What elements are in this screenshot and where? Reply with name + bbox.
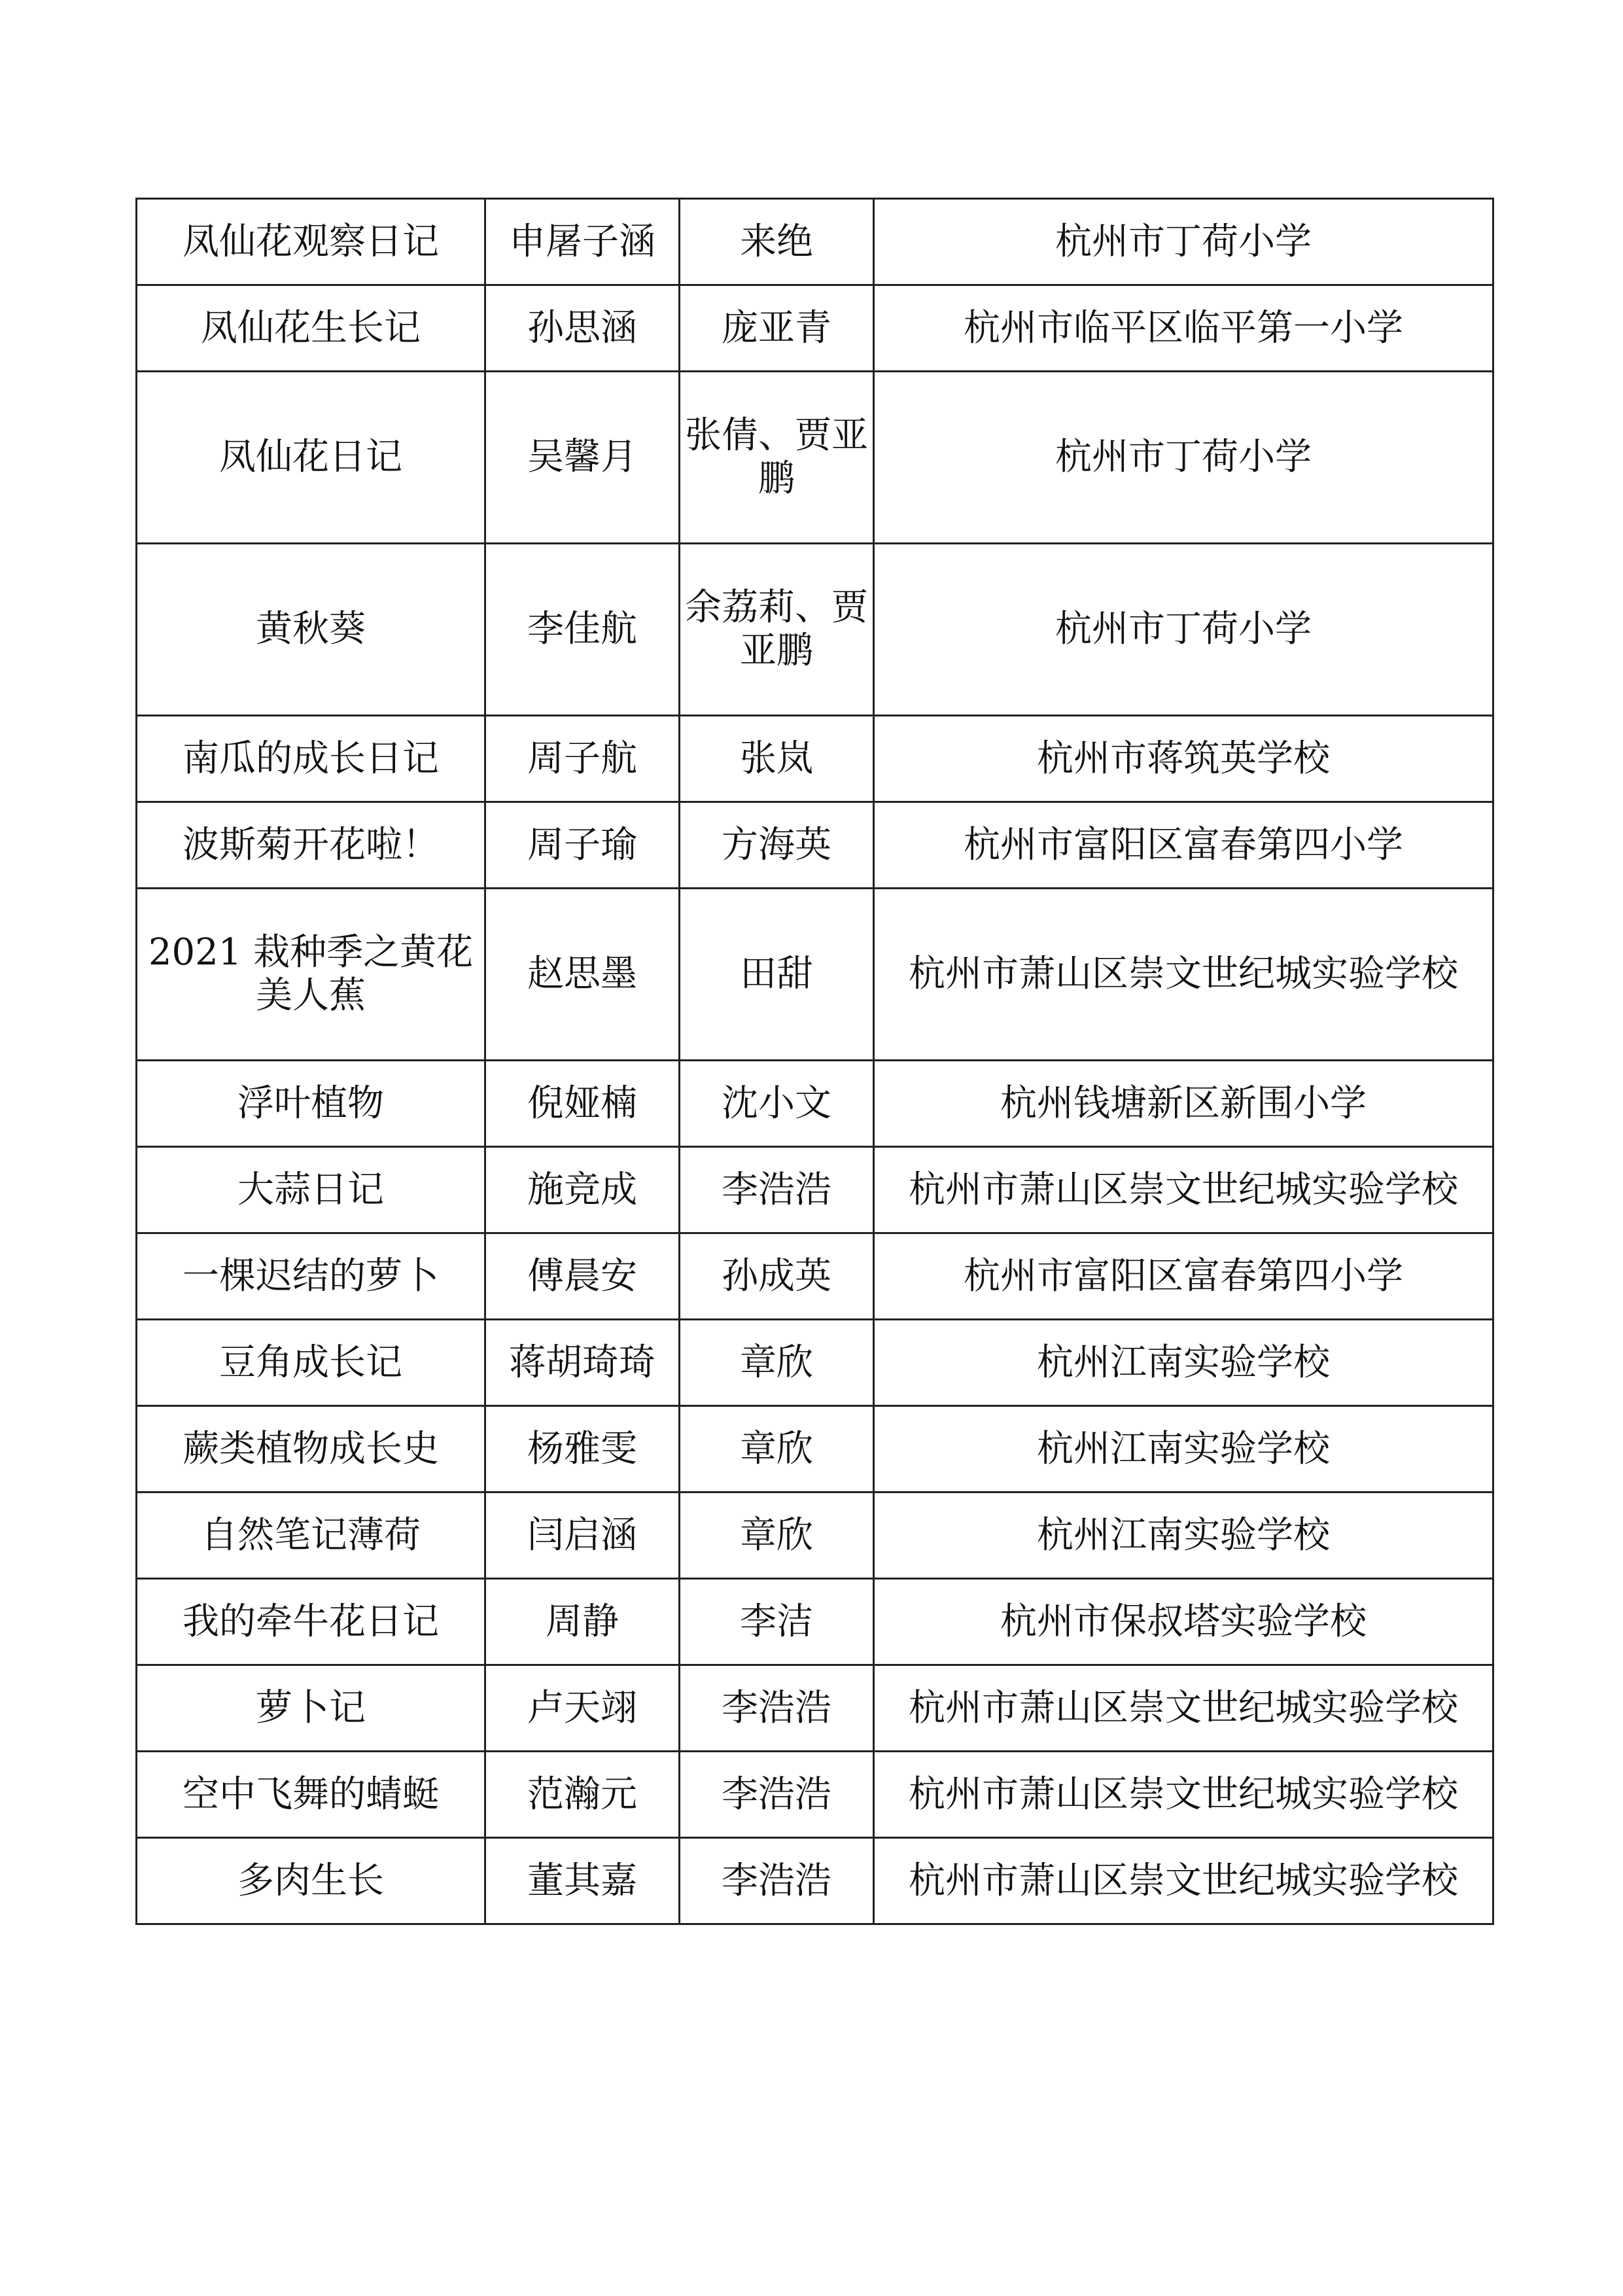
table-row (137, 1579, 1493, 1665)
table-row (137, 1147, 1493, 1233)
table-row (137, 1233, 1493, 1320)
teacher-cell: 李洁 (680, 1579, 874, 1665)
school-cell: 杭州市萧山区崇文世纪城实验学校 (874, 1147, 1493, 1233)
teacher-cell: 庞亚青 (680, 285, 874, 372)
work-title-cell: 我的牵牛花日记 (137, 1579, 485, 1665)
table-row (137, 199, 1493, 285)
table-row (137, 1492, 1493, 1579)
table-row (137, 544, 1493, 716)
author-cell: 周静 (485, 1579, 680, 1665)
table-row (137, 372, 1493, 544)
work-title-cell: 凤仙花观察日记 (137, 199, 485, 285)
school-cell: 杭州市萧山区崇文世纪城实验学校 (874, 1665, 1493, 1752)
work-title-cell: 黄秋葵 (137, 544, 485, 716)
table-row (137, 889, 1493, 1061)
table-row (137, 1406, 1493, 1492)
author-cell: 傅晨安 (485, 1233, 680, 1320)
author-cell: 范瀚元 (485, 1752, 680, 1838)
teacher-cell: 李浩浩 (680, 1838, 874, 1924)
work-title-cell: 大蒜日记 (137, 1147, 485, 1233)
school-cell: 杭州市丁荷小学 (874, 372, 1493, 544)
school-cell: 杭州市萧山区崇文世纪城实验学校 (874, 1752, 1493, 1838)
table-row (137, 1061, 1493, 1147)
school-cell: 杭州市富阳区富春第四小学 (874, 1233, 1493, 1320)
author-cell: 吴馨月 (485, 372, 680, 544)
author-cell: 董其嘉 (485, 1838, 680, 1924)
school-cell: 杭州市萧山区崇文世纪城实验学校 (874, 889, 1493, 1061)
author-cell: 蒋胡琦琦 (485, 1320, 680, 1406)
school-cell: 杭州市富阳区富春第四小学 (874, 802, 1493, 889)
work-title-cell: 蕨类植物成长史 (137, 1406, 485, 1492)
school-cell: 杭州江南实验学校 (874, 1492, 1493, 1579)
teacher-cell: 李浩浩 (680, 1665, 874, 1752)
school-cell: 杭州江南实验学校 (874, 1320, 1493, 1406)
teacher-cell: 章欣 (680, 1320, 874, 1406)
teacher-cell: 章欣 (680, 1492, 874, 1579)
school-cell: 杭州钱塘新区新围小学 (874, 1061, 1493, 1147)
work-title-cell: 南瓜的成长日记 (137, 716, 485, 802)
teacher-cell: 余荔莉、贾亚鹏 (680, 544, 874, 716)
work-title-cell: 凤仙花日记 (137, 372, 485, 544)
work-title-cell: 萝卜记 (137, 1665, 485, 1752)
author-cell: 赵思墨 (485, 889, 680, 1061)
work-title-cell: 多肉生长 (137, 1838, 485, 1924)
school-cell: 杭州市萧山区崇文世纪城实验学校 (874, 1838, 1493, 1924)
author-cell: 周子航 (485, 716, 680, 802)
table-row (137, 1838, 1493, 1924)
school-cell: 杭州市保叔塔实验学校 (874, 1579, 1493, 1665)
teacher-cell: 孙成英 (680, 1233, 874, 1320)
school-cell: 杭州江南实验学校 (874, 1406, 1493, 1492)
teacher-cell: 李浩浩 (680, 1752, 874, 1838)
work-title-cell: 自然笔记薄荷 (137, 1492, 485, 1579)
author-cell: 周子瑜 (485, 802, 680, 889)
work-title-cell: 空中飞舞的蜻蜓 (137, 1752, 485, 1838)
author-cell: 申屠子涵 (485, 199, 680, 285)
table-row (137, 1752, 1493, 1838)
work-title-cell: 豆角成长记 (137, 1320, 485, 1406)
work-title-cell: 波斯菊开花啦！ (137, 802, 485, 889)
author-cell: 李佳航 (485, 544, 680, 716)
author-cell: 闫启涵 (485, 1492, 680, 1579)
teacher-cell: 来绝 (680, 199, 874, 285)
table-row (137, 1665, 1493, 1752)
author-cell: 施竞成 (485, 1147, 680, 1233)
school-cell: 杭州市临平区临平第一小学 (874, 285, 1493, 372)
school-cell: 杭州市丁荷小学 (874, 544, 1493, 716)
author-cell: 杨雅雯 (485, 1406, 680, 1492)
work-title-cell: 2021 栽种季之黄花美人蕉 (137, 889, 485, 1061)
teacher-cell: 李浩浩 (680, 1147, 874, 1233)
teacher-cell: 田甜 (680, 889, 874, 1061)
author-cell: 卢天翊 (485, 1665, 680, 1752)
school-cell: 杭州市蒋筑英学校 (874, 716, 1493, 802)
work-title-cell: 一棵迟结的萝卜 (137, 1233, 485, 1320)
teacher-cell: 沈小文 (680, 1061, 874, 1147)
table-row (137, 802, 1493, 889)
author-cell: 孙思涵 (485, 285, 680, 372)
table-row (137, 716, 1493, 802)
table-row (137, 1320, 1493, 1406)
table-row (137, 285, 1493, 372)
author-cell: 倪娅楠 (485, 1061, 680, 1147)
school-cell: 杭州市丁荷小学 (874, 199, 1493, 285)
teacher-cell: 张岚 (680, 716, 874, 802)
teacher-cell: 方海英 (680, 802, 874, 889)
awards-table (135, 198, 1494, 1925)
work-title-cell: 浮叶植物 (137, 1061, 485, 1147)
teacher-cell: 章欣 (680, 1406, 874, 1492)
teacher-cell: 张倩、贾亚鹏 (680, 372, 874, 544)
work-title-cell: 凤仙花生长记 (137, 285, 485, 372)
